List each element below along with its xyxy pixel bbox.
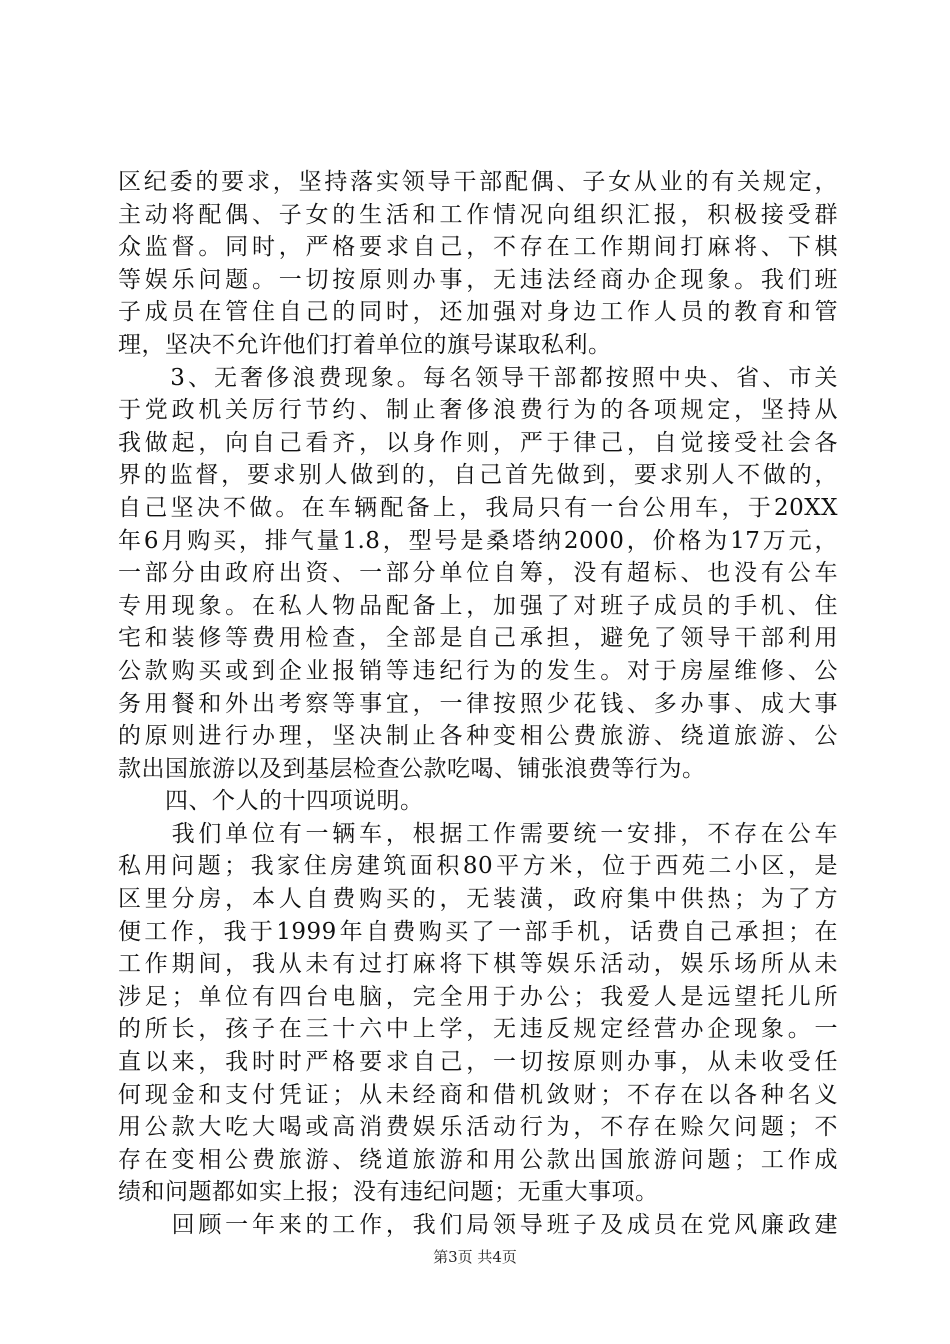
text-line: 我做起，向自己看齐，以身作则，严于律己，自觉接受社会各	[118, 429, 838, 456]
text-line: 的原则进行办理，坚决制止各种变相公费旅游、绕道旅游、公	[118, 723, 838, 750]
text-line: 宅和装修等费用检查，全部是自己承担，避免了领导干部利用	[118, 625, 838, 652]
text-line: 主动将配偶、子女的生活和工作情况向组织汇报，积极接受群	[118, 201, 838, 228]
text-line: 工作期间，我从未有过打麻将下棋等娱乐活动，娱乐场所从未	[118, 951, 838, 978]
text-line: 3、无奢侈浪费现象。每名领导干部都按照中央、省、市关	[118, 364, 838, 391]
text-line: 便工作，我于1999年自费购买了一部手机，话费自己承担；在	[118, 918, 838, 945]
text-line: 众监督。同时，严格要求自己，不存在工作期间打麻将、下棋	[118, 234, 838, 261]
text-line: 界的监督，要求别人做到的，自己首先做到，要求别人不做的，	[118, 462, 838, 489]
section-heading: 四、个人的十四项说明。	[118, 788, 424, 815]
text-line: 务用餐和外出考察等事宜，一律按照少花钱、多办事、成大事	[118, 690, 838, 717]
text-line: 何现金和支付凭证；从未经商和借机敛财；不存在以各种名义	[118, 1081, 838, 1108]
text-line: 私用问题；我家住房建筑面积80平方米，位于西苑二小区，是	[118, 853, 838, 880]
text-line: 的所长，孩子在三十六中上学，无违反规定经营办企现象。一	[118, 1016, 838, 1043]
text-line: 于党政机关厉行节约、制止奢侈浪费行为的各项规定，坚持从	[118, 397, 838, 424]
text-line: 存在变相公费旅游、绕道旅游和用公款出国旅游问题；工作成	[118, 1146, 838, 1173]
text-line: 绩和问题都如实上报；没有违纪问题；无重大事项。	[118, 1179, 659, 1206]
text-line: 直以来，我时时严格要求自己，一切按原则办事，从未收受任	[118, 1049, 838, 1076]
text-line: 款出国旅游以及到基层检查公款吃喝、铺张浪费等行为。	[118, 755, 706, 782]
text-line: 涉足；单位有四台电脑，完全用于办公；我爱人是远望托儿所	[118, 983, 838, 1010]
text-line: 回顾一年来的工作，我们局领导班子及成员在党风廉政建	[118, 1212, 838, 1238]
text-line: 子成员在管住自己的同时，还加强对身边工作人员的教育和管	[118, 299, 838, 326]
text-line: 一部分由政府出资、一部分单位自筹，没有超标、也没有公车	[118, 560, 838, 587]
text-line: 理，坚决不允许他们打着单位的旗号谋取私利。	[118, 331, 612, 358]
text-line: 自己坚决不做。在车辆配备上，我局只有一台公用车，于20XX	[118, 494, 838, 521]
document-body	[118, 166, 838, 1242]
page-footer: 第3页 共4页	[433, 1248, 517, 1266]
text-line: 等娱乐问题。一切按原则办事，无违法经商办企现象。我们班	[118, 266, 838, 293]
text-line: 我们单位有一辆车，根据工作需要统一安排，不存在公车	[118, 820, 838, 847]
text-line: 公款购买或到企业报销等违纪行为的发生。对于房屋维修、公	[118, 657, 838, 684]
text-line: 用公款大吃大喝或高消费娱乐活动行为，不存在赊欠问题；不	[118, 1114, 838, 1141]
text-line: 年6月购买，排气量1.8，型号是桑塔纳2000，价格为17万元，	[118, 527, 838, 554]
text-line: 专用现象。在私人物品配备上，加强了对班子成员的手机、住	[118, 592, 838, 619]
text-line: 区纪委的要求，坚持落实领导干部配偶、子女从业的有关规定，	[118, 169, 838, 195]
text-line: 区里分房，本人自费购买的，无装潢，政府集中供热；为了方	[118, 886, 838, 913]
